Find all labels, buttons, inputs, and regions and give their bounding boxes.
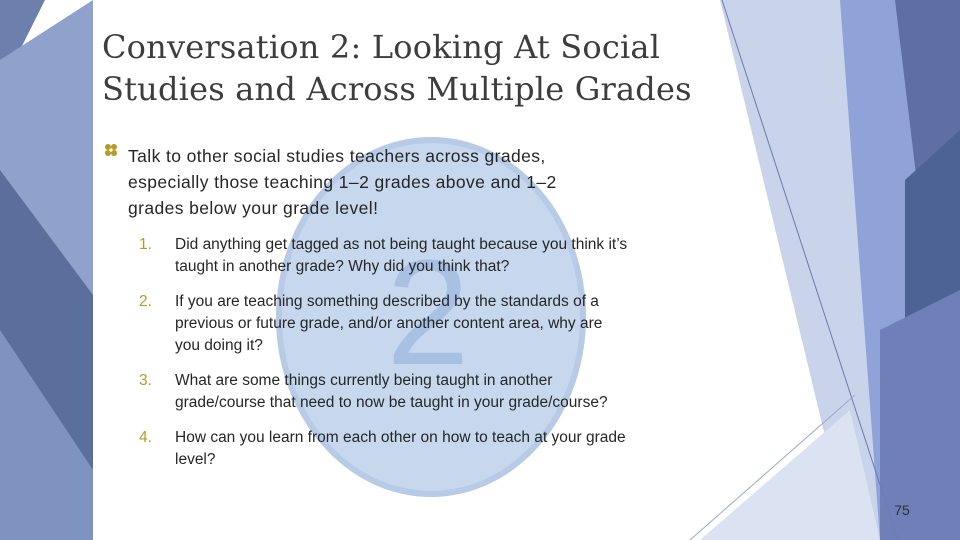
- question-line: How can you learn from each other on how to teach at your grade: [175, 429, 626, 446]
- question-text: [175, 234, 765, 278]
- bullet-line: Talk to other social studies teachers across grades,: [128, 146, 546, 166]
- question-line: previous or future grade, and/or another content area, why are: [175, 315, 603, 332]
- title-line: Studies and Across Multiple Grades: [102, 70, 692, 108]
- question-number: 1.: [139, 236, 152, 253]
- question-line: you doing it?: [175, 337, 263, 354]
- question-number: 3.: [139, 372, 152, 389]
- question-text: [175, 370, 765, 414]
- watermark-digit: 2: [386, 228, 470, 396]
- question-text: [175, 427, 765, 471]
- main-bullet-text: [128, 143, 708, 221]
- question-text: [175, 291, 765, 357]
- title-line: Conversation 2: Looking At Social: [102, 28, 661, 66]
- bullet-line: grades below your grade level!: [128, 198, 379, 218]
- question-line: level?: [175, 451, 216, 468]
- fleuron-bullet-icon: [104, 143, 118, 157]
- question-line: What are some things currently being taught in another: [175, 372, 553, 389]
- question-line: taught in another grade? Why did you think that?: [175, 258, 510, 275]
- bullet-line: especially those teaching 1–2 grades above and 1–2: [128, 172, 557, 192]
- question-line: If you are teaching something described by the standards of a: [175, 293, 599, 310]
- question-line: Did anything get tagged as not being taught because you think it’s: [175, 236, 628, 253]
- slide-title: [102, 26, 742, 110]
- question-number: 2.: [139, 293, 152, 310]
- question-number: 4.: [139, 429, 152, 446]
- question-line: grade/course that need to now be taught in your grade/course?: [175, 394, 608, 411]
- page-number: 75: [894, 502, 910, 518]
